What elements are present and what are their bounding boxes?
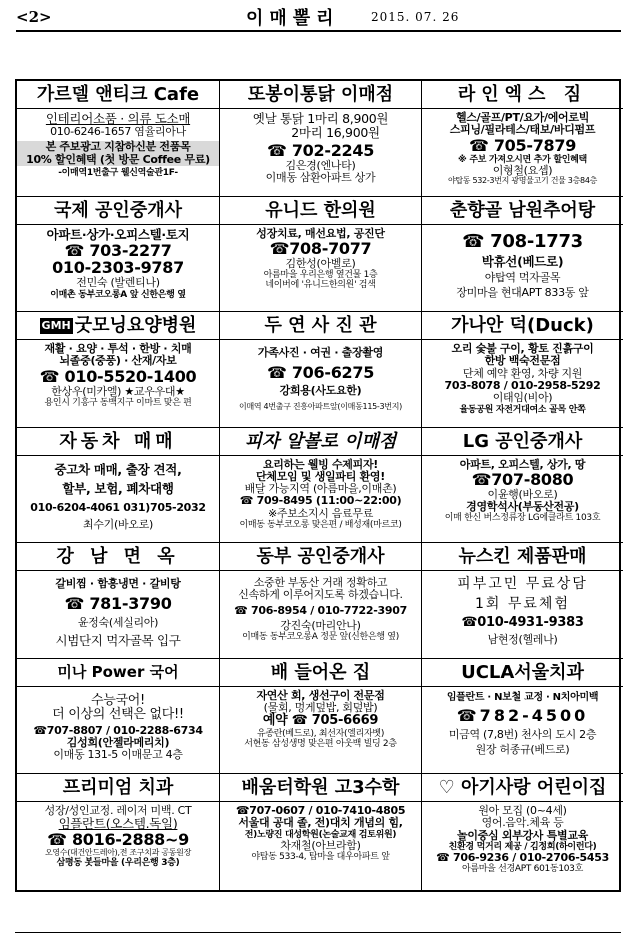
- ad-line: 강진숙(마리안나): [280, 618, 361, 632]
- ad-title: 프리미엄 치과: [17, 774, 219, 802]
- ad-lg-realty: [422, 428, 623, 544]
- gmh-logo-icon: GMH: [41, 319, 71, 332]
- ad-line: 갈비찜 · 함흥냉면 · 갈비탕: [55, 577, 181, 590]
- ad-title: 라인엑스 짐: [422, 81, 623, 109]
- ad-line: 이형철(요셉): [492, 163, 553, 177]
- ad-line: 야탑동 532-3번지 광명물고기 건물 3층84층: [447, 175, 598, 185]
- ad-line: 뇌졸중(중풍) · 산재/자보: [59, 354, 177, 368]
- ad-unid-oriental-clinic: [220, 197, 422, 313]
- ad-title: 춘향골 남원추어탕: [422, 197, 623, 225]
- ad-title: LG 공인중개사: [422, 428, 623, 456]
- ad-line: 친환경 먹거리 제공 / 김정희(하이런다): [448, 841, 597, 852]
- ad-line: 아파트, 오피스텔, 상가, 땅: [459, 457, 586, 471]
- ad-line: 놀이중심 외부강사 특별교육: [457, 828, 588, 842]
- ad-phone: ☎707-8080: [471, 469, 574, 489]
- ad-line: 임플란트(오스템.독일): [58, 816, 178, 832]
- ad-canaan-duck: [422, 312, 623, 428]
- ad-agisarang-daycare: [422, 774, 623, 890]
- ad-line: 시범단지 먹자골목 입구: [55, 632, 181, 648]
- ad-line: 자연산 회, 생선구이 전문점: [256, 688, 385, 702]
- ad-line: 김성희(안젤라메리치): [66, 735, 170, 749]
- ad-phone: ☎ 781-3790: [64, 594, 172, 614]
- ad-used-car-dealer: [17, 428, 220, 544]
- ad-title: 국제 공인중개사: [17, 197, 219, 225]
- ad-title-text: 굿모닝요양병원: [74, 315, 197, 336]
- ad-line: 1회 무료체험: [475, 595, 570, 612]
- ad-bae-deureoon-jip: [220, 659, 422, 775]
- ad-title: 유니드 한의원: [220, 197, 421, 225]
- ad-line: 김은경(엔나타): [285, 158, 356, 172]
- ad-phone: ☎ 706-6275: [266, 363, 375, 383]
- ad-title: 동부 공인중개사: [220, 543, 421, 571]
- ad-gardel-antique-cafe: [17, 81, 220, 197]
- ad-title: 자동차 매매: [17, 428, 219, 456]
- ad-title: 미나 Power 국어: [17, 659, 219, 687]
- ad-line: 수능국어!: [91, 692, 145, 708]
- ad-line: 이태임(비아): [492, 391, 553, 405]
- ad-line: 이매촌 동부코오롱A 앞 신한은행 옆: [50, 289, 186, 300]
- ad-line: 차재철(아브라함): [280, 838, 361, 852]
- ad-line: 율동공원 자전거대여소 골목 안쪽: [459, 404, 586, 415]
- ad-line: 전민숙 (발렌티나): [76, 276, 160, 290]
- ad-phone: ☎ 702-2245: [266, 141, 375, 160]
- ad-dongbu-realty: [220, 543, 422, 659]
- ad-line: 아파트·상가·오피스텔·토지: [46, 226, 190, 242]
- ad-line: -이매역1번출구 웰신역술관1F-: [58, 167, 178, 178]
- ad-title: 가나안 덕(Duck): [422, 312, 623, 340]
- ad-line: 할부, 보험, 폐차대행: [62, 480, 174, 496]
- ad-line: 남현정(헬레나): [487, 632, 558, 646]
- ad-line: 재활 · 요양 · 투석 · 한방 · 치매: [44, 342, 192, 355]
- ad-line: 원아 모집 (0~4세): [478, 804, 567, 817]
- ad-phone: 010-6204-4061 031)705-2032: [30, 500, 206, 514]
- ad-line: 김한성(아벨로): [285, 256, 356, 270]
- ad-line: 이매동 동부코오롱 맞은편 / 배성재(마르코): [239, 520, 402, 531]
- ad-line: 2마리 16,900원: [291, 125, 380, 140]
- ad-title: 배 들어온 집: [220, 659, 421, 687]
- ad-line: 가족사진 · 여권 · 출장촬영: [257, 346, 384, 359]
- ad-line: 헬스/골프/PT/요가/에어로빅: [455, 111, 590, 124]
- ad-phone: ☎ 708-1773: [462, 230, 583, 252]
- ad-title: 강 남 면 옥: [17, 543, 219, 571]
- ad-phone: ☎ 706-9236 / 010-2706-5453: [436, 851, 609, 865]
- ad-line: 스피닝/필라테스/태보/바디펌프: [449, 123, 596, 137]
- ad-line: 최수기(바오로): [83, 517, 153, 531]
- ad-line: 단체 예약 환영, 차량 지원: [462, 366, 583, 380]
- ad-mina-power-korean: [17, 659, 220, 775]
- ad-phone: ☎ 706-8954 / 010-7722-3907: [234, 603, 407, 617]
- ad-line: 오영수(대건안드레아),전 조구치과 공동원장: [44, 848, 192, 858]
- ad-line: 윤정숙(세실리아): [77, 616, 159, 630]
- ad-line: 아름마을 우리은행 옆건물 1층: [263, 270, 378, 281]
- page-header: [16, 2, 621, 32]
- ad-title: ♡ 아기사랑 어린이집: [422, 774, 623, 802]
- ad-line: 요리하는 웰빙 수제피자!: [262, 457, 379, 471]
- ad-phone: ☎ 010-5520-1400: [39, 366, 197, 386]
- ad-phone: 010-2303-9787: [52, 258, 184, 278]
- ad-phone: ☎ 705-7879: [468, 135, 577, 155]
- ad-line: 원장 허종규(베드로): [475, 742, 570, 756]
- ad-line: 피부고민 무료상담: [457, 576, 588, 592]
- ad-line: ※ 주보 가져오시면 추가 할인혜택: [458, 154, 587, 165]
- ad-line: 네이버에 '유니드한의원' 검색: [265, 280, 376, 291]
- ad-line: 소중한 부동산 거래 정확하고: [253, 576, 388, 589]
- ad-line: 신속하게 이루어지도록 하겠습니다.: [238, 588, 403, 602]
- ad-line: 유종란(베드로), 최선자(엘리자벳): [256, 728, 385, 739]
- ad-line: 용인시 기흥구 동백지구 이마트 맞은 편: [44, 397, 192, 408]
- ad-line-x-gym: [422, 81, 623, 197]
- ad-line: 성장치료, 매선요법, 공진단: [256, 226, 385, 240]
- ad-line: 오리 숯불 구이, 황토 진흙구이: [451, 342, 594, 355]
- ad-line: 인테리어소품 · 의류 도소매: [45, 111, 191, 126]
- ad-phone: ☎ 703-2277: [64, 240, 172, 260]
- ad-line: 단체모임 및 생일파티 환영!: [256, 469, 385, 483]
- ad-line: 배달 가능지역 (아름마을,이매촌): [244, 482, 397, 496]
- ad-line: 이매동 동부코오롱A 정문 앞(신한은행 옆): [242, 632, 399, 643]
- ad-title: 또봉이통닭 이매점: [220, 81, 421, 109]
- ad-nuskin-products: [422, 543, 623, 659]
- ad-line: 이매동 131-5 이매문고 4층: [53, 748, 183, 762]
- ad-phone: 예약 ☎ 705-6669: [262, 713, 379, 729]
- ad-line: 영어.음악.체육 등: [481, 816, 564, 830]
- footer-rule: [15, 932, 621, 933]
- ad-phone: ☎010-4931-9383: [461, 615, 584, 631]
- ad-phone: ☎707-8807 / 010-2288-6734: [33, 723, 203, 737]
- ad-line: (물회, 멍게덮밥, 회덮밥): [263, 700, 378, 714]
- ad-line: 010-6246-1657 염율리아나: [50, 125, 186, 138]
- ad-grid: [15, 79, 621, 892]
- ad-line: 야탑동 533-4, 탑마을 대우아파트 앞: [251, 852, 390, 863]
- ad-good-morning-nursing-hospital: [17, 312, 220, 428]
- ad-line: 경영학석사(부동산전공): [466, 500, 579, 514]
- ad-ucla-seoul-dental: [422, 659, 623, 775]
- ad-title: 피자 알볼로 이매점: [220, 428, 421, 456]
- ad-tobongi-chicken: [220, 81, 422, 197]
- ad-line: 서울대 공대 졸, 전)대치 개념의 힘,: [238, 816, 403, 830]
- ad-phone: ☎ 8016-2888~9: [47, 830, 189, 850]
- ad-line: 한방 백숙전문점: [484, 354, 561, 368]
- ad-baeumteo-academy: [220, 774, 422, 890]
- ad-line: 전)노량진 대성학원(논술교재 검토위원): [244, 829, 397, 840]
- ad-phone: ☎ 709-8495 (11:00~22:00): [239, 494, 402, 508]
- ad-line: 이매동 삼환아파트 상가: [265, 171, 376, 185]
- ad-gukje-realty: [17, 197, 220, 313]
- ad-line: 강희용(사도요한): [279, 384, 362, 398]
- ad-phone: ☎782-4500: [456, 705, 589, 725]
- ad-line: 이매 한신 버스정류장 LG에클라트 103호: [444, 513, 601, 524]
- ad-line: 한상우(미카엘) ★교우우대★: [51, 384, 185, 398]
- ad-pizza-alvolo: [220, 428, 422, 544]
- ad-title: 배움터학원 고3수학: [220, 774, 421, 802]
- ad-line: ※주보소지시 음료무료: [267, 506, 374, 520]
- bulletin-title: 이매뽈리: [246, 8, 340, 29]
- ad-gangnam-myeonok: [17, 543, 220, 659]
- ad-phone: ☎707-0607 / 010-7410-4805: [235, 804, 406, 817]
- ad-duyeon-photo-studio: [220, 312, 422, 428]
- ad-line: 10% 할인혜택 (첫 방문 Coffee 무료): [17, 154, 219, 166]
- ad-line: 옛날 통닭 1마리 8,900원: [252, 111, 389, 126]
- ad-title: 가르델 앤티크 Cafe: [17, 81, 219, 109]
- ad-line: 이매역 4번출구 진흥아파트앞(이매동115-3번지): [239, 401, 402, 411]
- ad-chunhyanggol-chueotang: [422, 197, 623, 313]
- page-number: <2>: [16, 8, 52, 26]
- ad-line: 삼평동 봇들마을 (우리은행 3층): [56, 858, 180, 869]
- issue-date: 2015. 07. 26: [371, 10, 460, 24]
- ad-line: 미금역 (7,8번) 천사의 도시 2층: [448, 727, 597, 741]
- ad-line: 임플란트 · N보철 교정 · N치아미백: [446, 691, 599, 703]
- ad-premium-dental: [17, 774, 220, 890]
- ad-title: 뉴스킨 제품판매: [422, 543, 623, 571]
- ad-line: 더 이상의 선택은 없다!!: [52, 707, 184, 723]
- ad-title: UCLA서울치과: [422, 659, 623, 687]
- ad-phone: 703-8078 / 010-2958-5292: [444, 378, 601, 392]
- ad-line: 야탑역 먹자골목: [484, 270, 561, 284]
- ad-line: 아름마을 선경APT 601동103호: [461, 864, 583, 875]
- ad-line: 서현동 삼성생명 맞은편 아웃백 빌딩 2층: [244, 738, 397, 749]
- ad-line: 중고차 매매, 출장 견적,: [54, 461, 182, 477]
- ad-line: 본 주보광고 지참하신분 전품목: [17, 141, 219, 153]
- ad-line: 박휴선(베드로): [481, 253, 564, 269]
- ad-title: [17, 312, 219, 340]
- ad-title: 두 연 사 진 관: [220, 312, 421, 340]
- ad-phone: ☎708-7077: [269, 238, 372, 258]
- ad-line: 장미마을 현대APT 833동 앞: [456, 285, 589, 299]
- ad-line: 성장/성인교정. 레이저 미백. CT: [44, 804, 192, 817]
- ad-line: 이윤행(바오로): [487, 487, 558, 501]
